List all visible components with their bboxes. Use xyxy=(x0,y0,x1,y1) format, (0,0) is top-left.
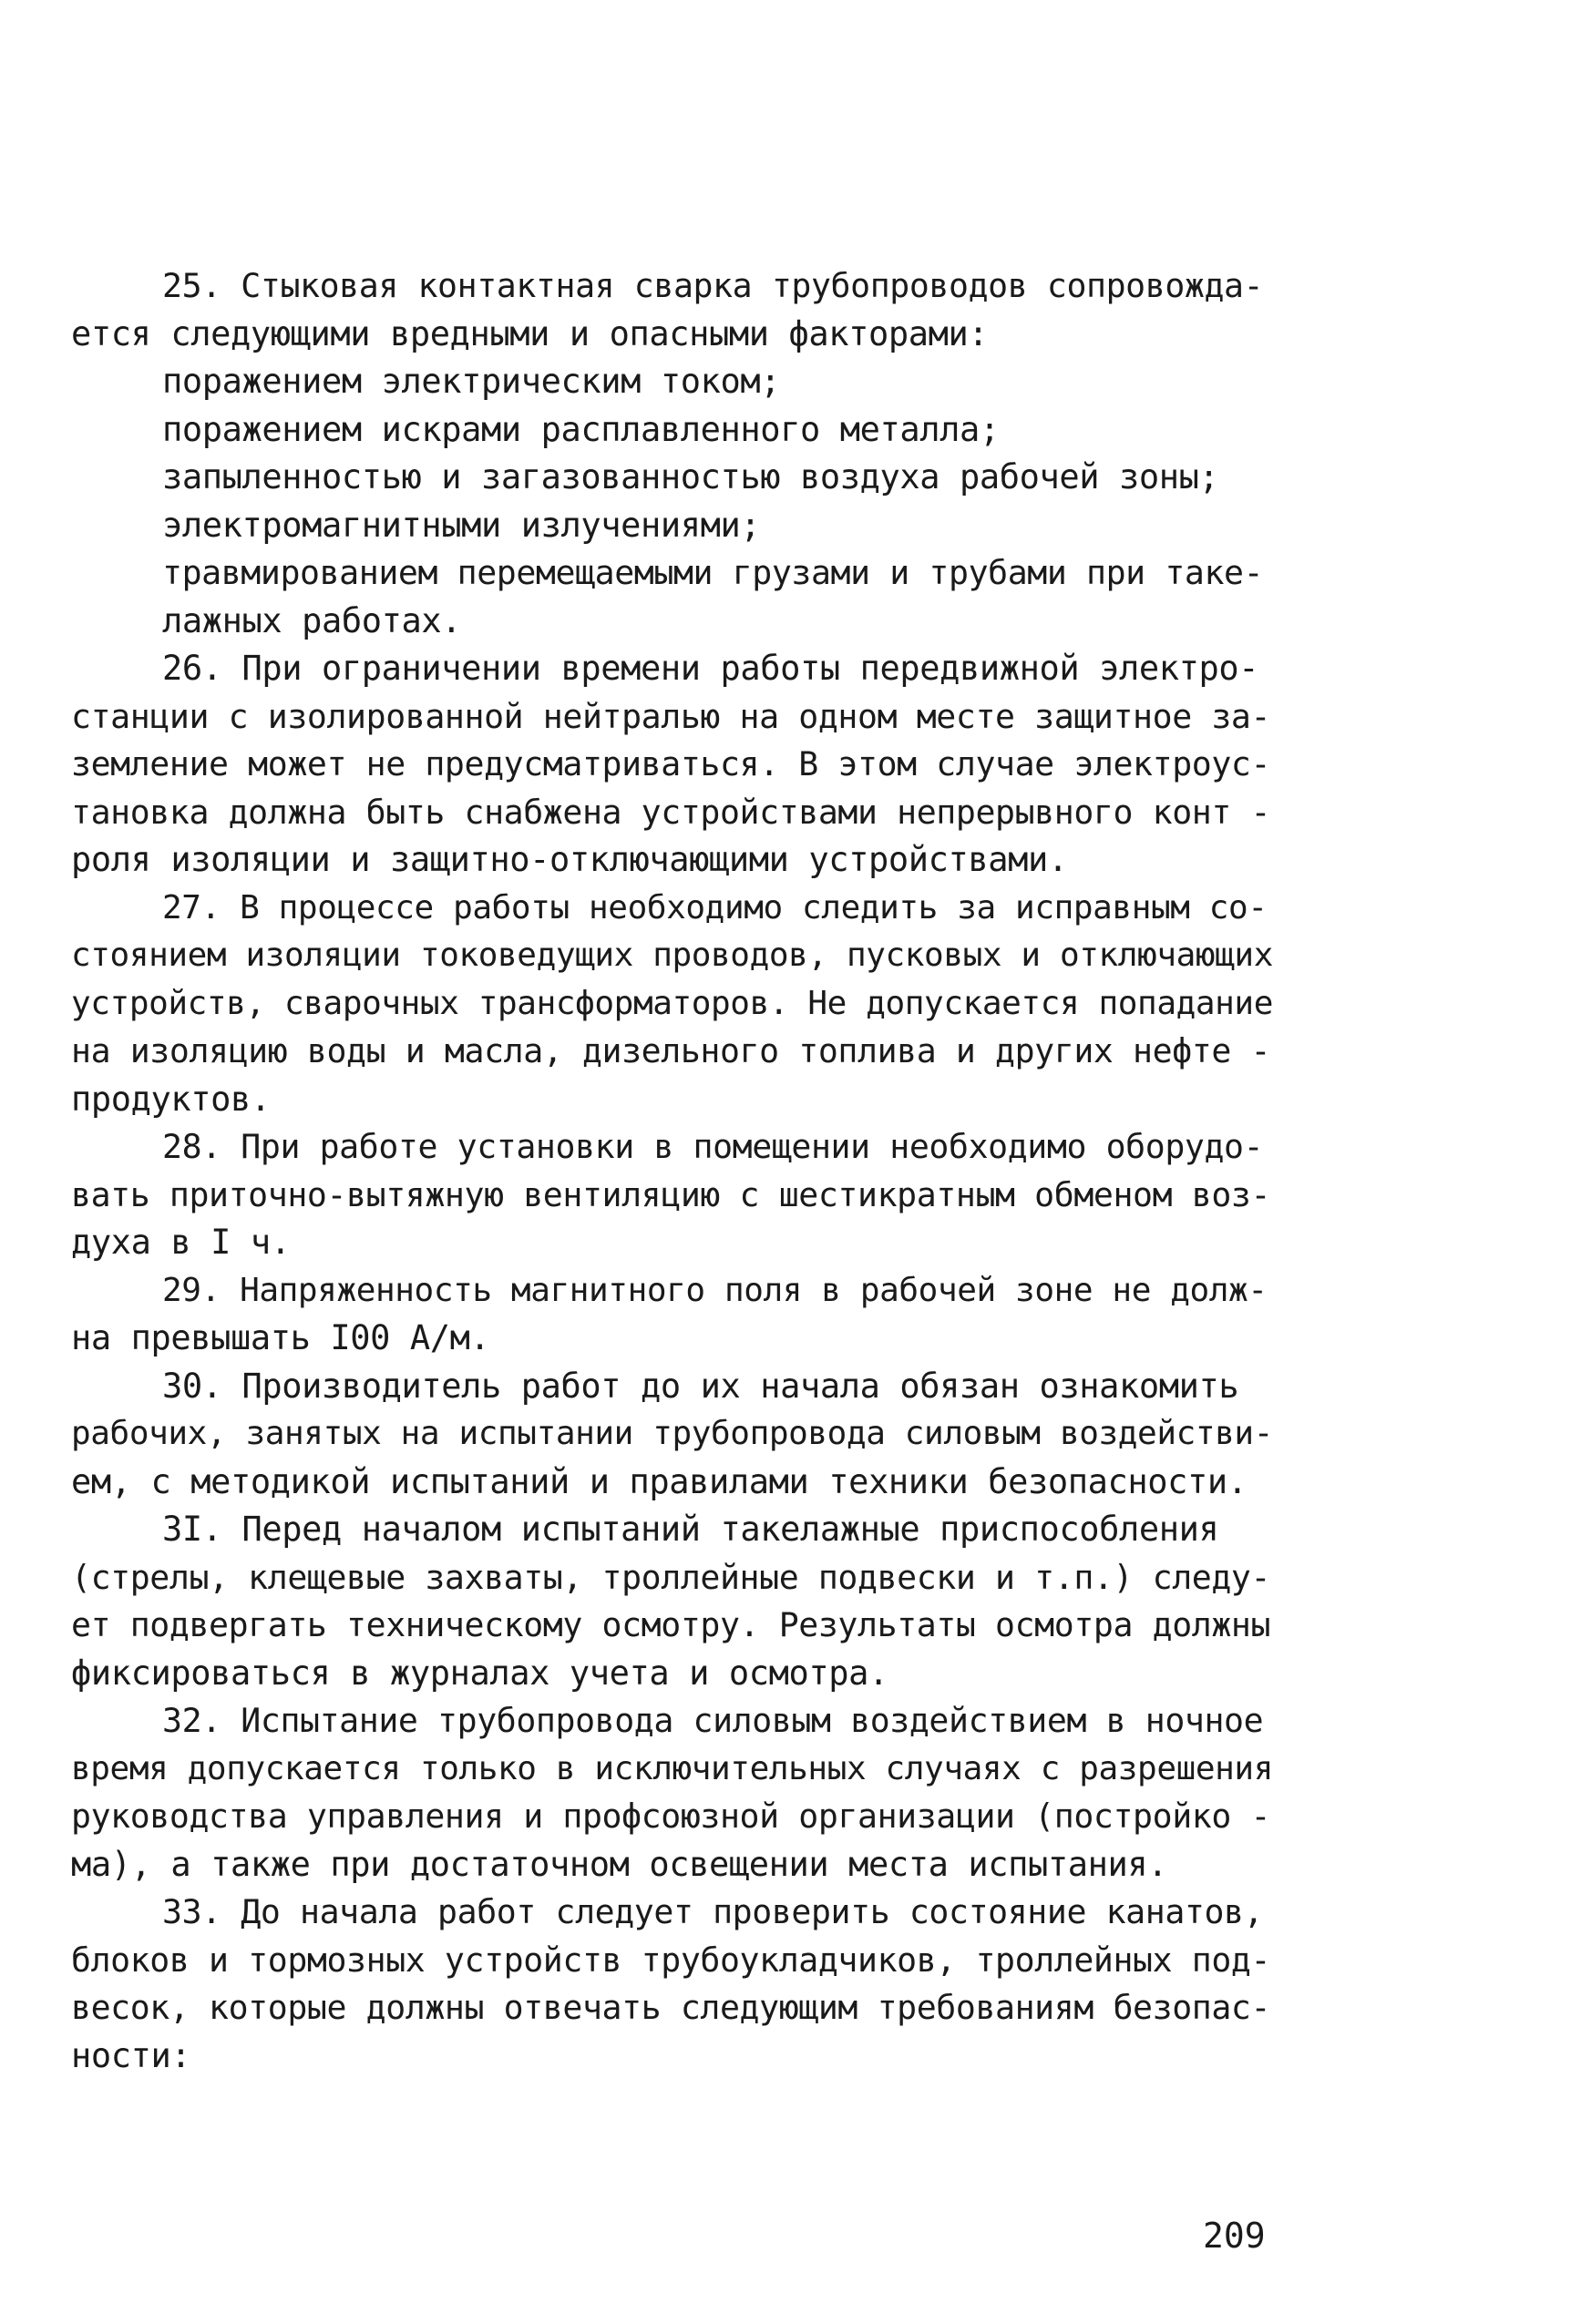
text-line: 27. В процессе работы необходимо следить за исправным со- xyxy=(162,888,1268,927)
text-line: руководства управления и профсоюзной организации (постройко - xyxy=(71,1797,1271,1836)
text-line: ем, с методикой испытаний и правилами техники безопасности. xyxy=(71,1461,1248,1501)
text-line: 30. Производитель работ до их начала обязан ознакомить xyxy=(162,1366,1239,1406)
text-line: 3I. Перед началом испытаний такелажные приспособления xyxy=(162,1510,1219,1549)
text-line: станции с изолированной нейтралью на одном месте защитное за- xyxy=(71,696,1271,736)
text-line: на изоляцию воды и масла, дизельного топлива и других нефте - xyxy=(71,1031,1271,1070)
text-line: ма), а также при достаточном освещении места испытания. xyxy=(71,1844,1168,1884)
text-line: ет подвергать техническому осмотру. Результаты осмотра должны xyxy=(71,1605,1271,1644)
text-line: (стрелы, клещевые захваты, троллейные подвески и т.п.) следу- xyxy=(71,1557,1271,1597)
text-line: стоянием изоляции токоведущих проводов, пусковых и отключающих xyxy=(71,937,1273,974)
text-line: вать приточно-вытяжную вентиляцию с шестикратным обменом воз- xyxy=(71,1174,1271,1214)
text-line: роля изоляции и защитно-отключающими устройствами. xyxy=(71,840,1068,879)
page-number: 209 xyxy=(1203,2216,1266,2256)
text-line: устройств, сварочных трансформаторов. Не допускается попадание xyxy=(71,984,1273,1022)
text-line: 29. Напряженность магнитного поля в рабочей зоне не долж- xyxy=(162,1271,1268,1309)
text-line: духа в I ч. xyxy=(71,1223,291,1262)
text-line: тановка должна быть снабжена устройствами непрерывного конт - xyxy=(71,792,1271,832)
text-line: земление может не предусматриваться. В этом случае электроус- xyxy=(71,744,1271,783)
text-line: ется следующими вредными и опасными факторами: xyxy=(71,313,989,353)
text-line: ности: xyxy=(71,2035,191,2075)
text-line: электромагнитными излучениями; xyxy=(162,505,761,545)
text-line: время допускается только в исключительных случаях с разрешения xyxy=(71,1749,1273,1787)
text-line: 25. Стыковая контактная сварка трубопроводов сопровожда- xyxy=(162,266,1264,305)
text-line: травмированием перемещаемыми грузами и трубами при таке- xyxy=(162,553,1264,592)
text-line: фиксироваться в журналах учета и осмотра. xyxy=(71,1653,888,1693)
text-line: на превышать I00 А/м. xyxy=(71,1318,490,1357)
text-line: 26. При ограничении времени работы передвижной электро- xyxy=(162,649,1259,688)
text-line: лажных работах. xyxy=(162,600,462,640)
text-line: 33. До начала работ следует проверить состояние канатов, xyxy=(162,1892,1264,1931)
text-line: рабочих, занятых на испытании трубопровода силовым воздействи- xyxy=(71,1415,1273,1452)
text-line: поражением электрическим током; xyxy=(162,362,781,401)
text-line: 32. Испытание трубопровода силовым воздействием в ночное xyxy=(162,1701,1264,1740)
text-line: продуктов. xyxy=(71,1079,271,1119)
text-line: весок, которые должны отвечать следующим требованиям безопас- xyxy=(71,1988,1271,2027)
body-text xyxy=(71,262,1274,2080)
text-line: блоков и тормозных устройств трубоукладчиков, троллейных под- xyxy=(71,1940,1271,1980)
text-line: запыленностью и загазованностью воздуха рабочей зоны; xyxy=(162,457,1219,497)
text-line: поражением искрами расплавленного металла; xyxy=(162,409,1000,449)
text-line: 28. При работе установки в помещении необходимо оборудо- xyxy=(162,1127,1264,1166)
